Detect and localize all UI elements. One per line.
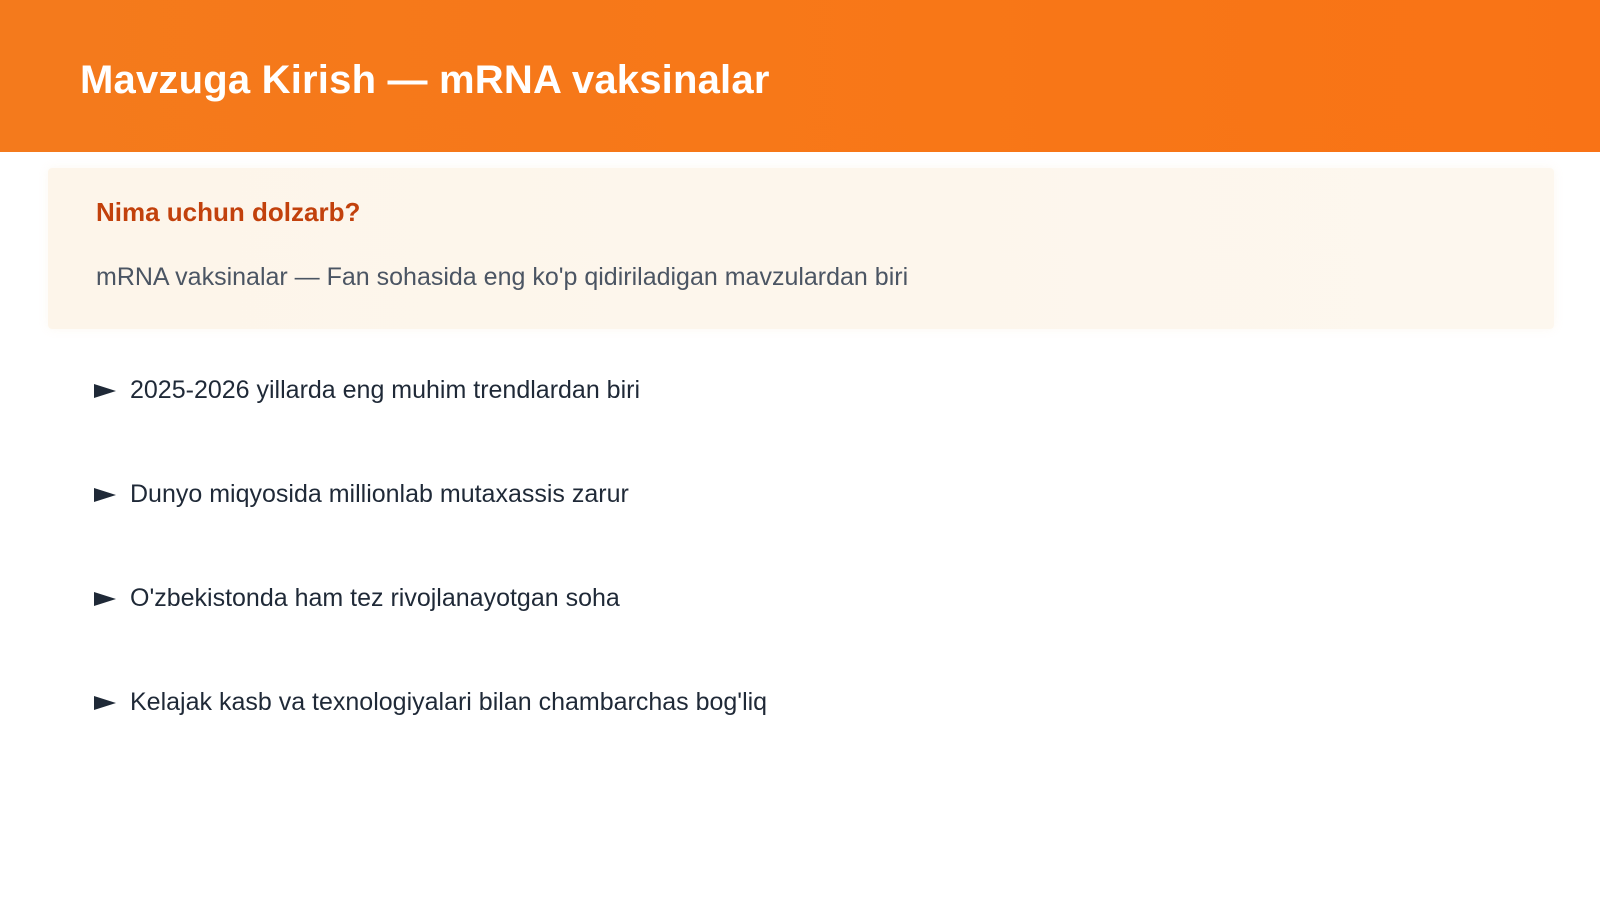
bullet-item [94,472,767,516]
bullet-text: Kelajak kasb va texnologiyalari bilan chambarchas bog'liq [130,688,768,716]
bullet-list [94,368,767,784]
bullet-item [94,368,767,412]
intro-text: mRNA vaksinalar — Fan sohasida eng ko'p qidiriladigan mavzulardan biri [96,263,909,291]
intro-heading: Nima uchun dolzarb? [96,197,361,227]
bullet-item [94,680,767,724]
bullet-arrow-icon [94,696,116,710]
title-bar [0,0,1600,152]
intro-card [48,168,1554,329]
bullet-text: 2025-2026 yillarda eng muhim trendlardan biri [130,376,641,404]
bullet-text: Dunyo miqyosida millionlab mutaxassis zarur [130,480,629,508]
slide-title: Mavzuga Kirish — mRNA vaksinalar [80,58,770,102]
bullet-arrow-icon [94,488,116,502]
bullet-item [94,576,767,620]
bullet-arrow-icon [94,384,116,398]
bullet-arrow-icon [94,592,116,606]
bullet-text: O'zbekistonda ham tez rivojlanayotgan soha [130,584,620,612]
